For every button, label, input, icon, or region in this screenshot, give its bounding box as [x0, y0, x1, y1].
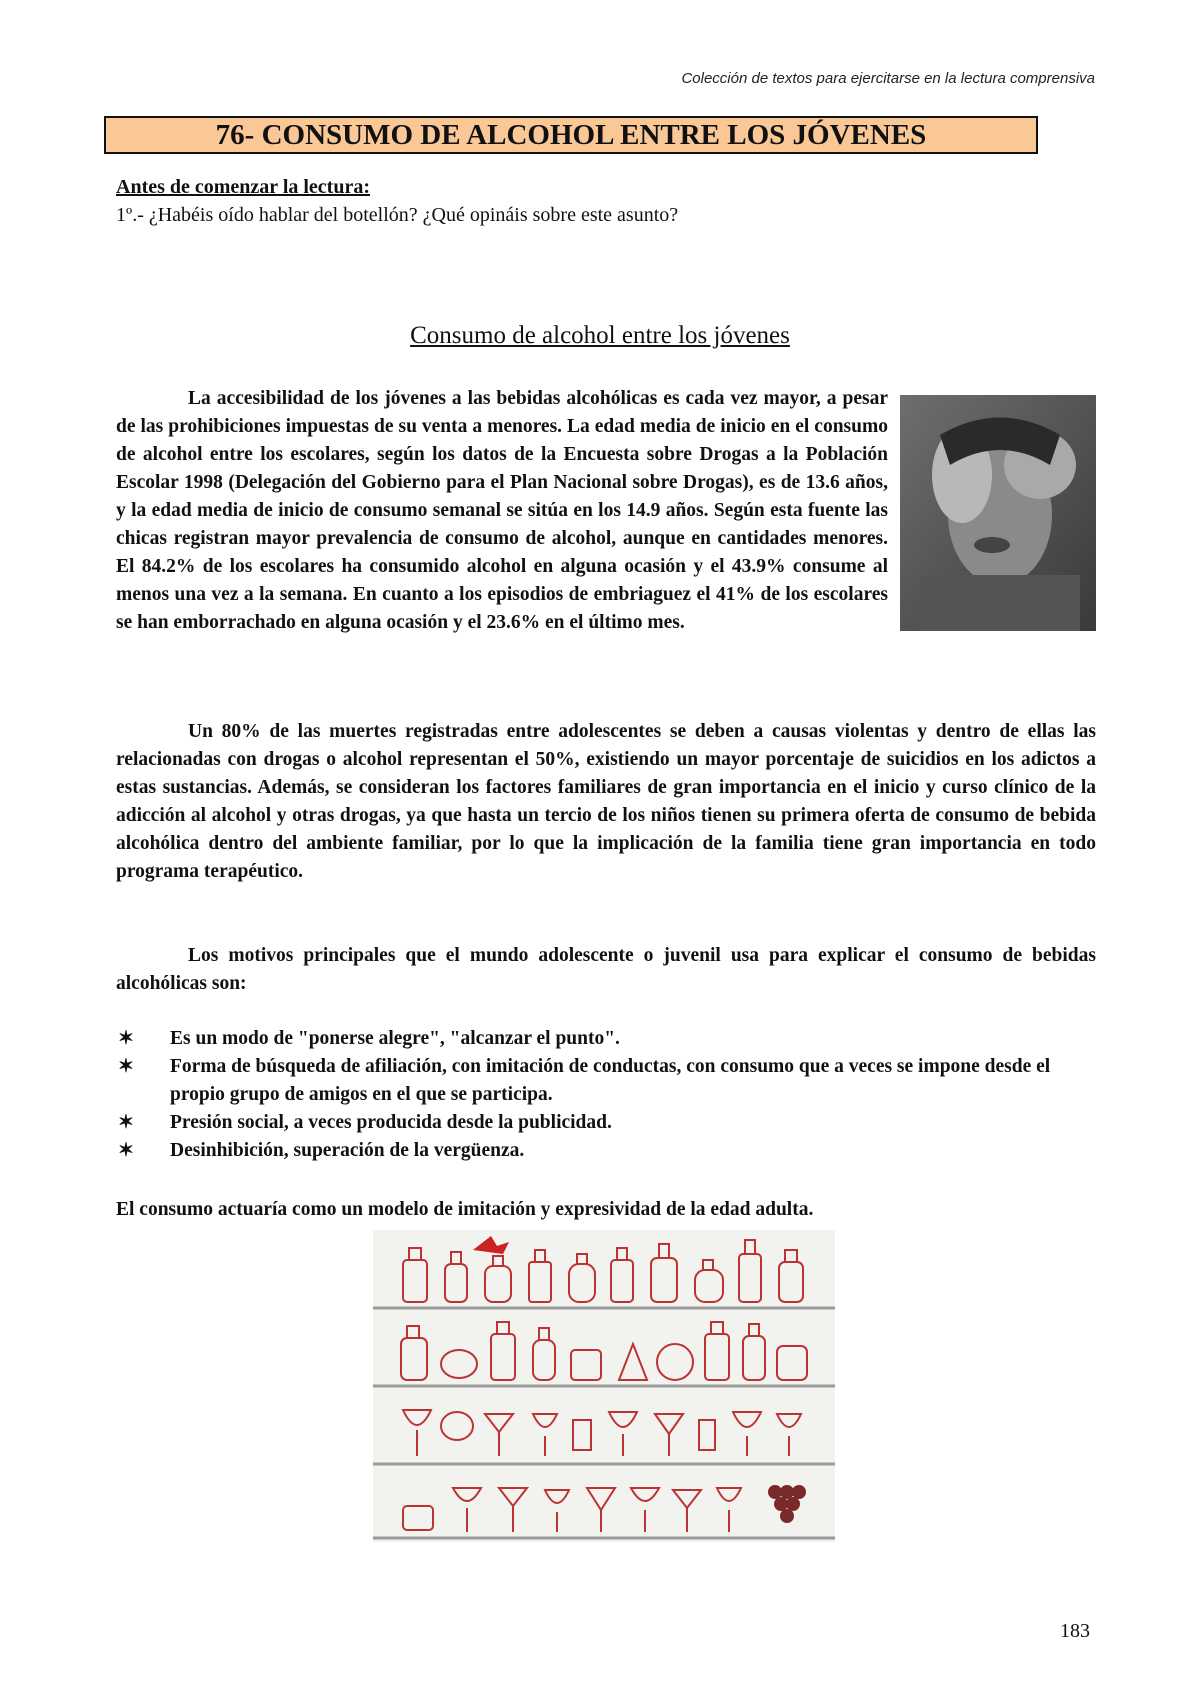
pre-reading-question: 1º.- ¿Habéis oído hablar del botellón? ¿Qué opináis sobre este asunto?: [116, 204, 679, 226]
list-item: ✶ Es un modo de "ponerse alegre", "alcanzar el punto".: [116, 1025, 1096, 1053]
conclusion: El consumo actuaría como un modelo de imitación y expresividad de la edad adulta.: [116, 1199, 814, 1220]
page-number: 183: [1060, 1620, 1090, 1642]
running-header: Colección de textos para ejercitarse en la lectura comprensiva: [681, 70, 1095, 87]
star-bullet-icon: ✶: [118, 1056, 134, 1077]
paragraph-2: Un 80% de las muertes registradas entre adolescentes se deben a causas violentas y dentro de ellas las relacionadas con drogas o alcohol representan el 50%, existiendo un mayor porcentaje de suicidios en los adictos a estas sustancias. Además, se consideran los factores familiares de gran importancia en el inicio y curso clínico de la adicción al alcohol y otras drogas, ya que hasta un tercio de los niños tienen su primera oferta de consumo de bebida alcohólica dentro del ambiente familiar, por lo que la implicación de la familia tiene gran importancia en todo programa terapéutico.: [116, 721, 1096, 882]
pre-reading-heading: Antes de comenzar la lectura:: [116, 176, 371, 198]
bottles-and-glasses-illustration: [373, 1230, 835, 1542]
list-item: ✶ Presión social, a veces producida desde la publicidad.: [116, 1109, 1096, 1137]
article-title: Consumo de alcohol entre los jóvenes: [410, 322, 790, 349]
paragraph-3: Los motivos principales que el mundo adolescente o juvenil usa para explicar el consumo de bebidas alcohólicas son:: [116, 945, 1096, 994]
page-title: 76- CONSUMO DE ALCOHOL ENTRE LOS JÓVENES: [104, 116, 1038, 154]
person-holding-head-photo: [900, 395, 1096, 631]
paragraph-1-text: La accesibilidad de los jóvenes a las bebidas alcohólicas es cada vez mayor, a pesar de las prohibiciones impuestas de su venta a menores. La edad media de inicio en el consumo de alcohol entre los escolares, según los datos de la Encuesta sobre Drogas a la Población Escolar 1998 (Delegación del Gobierno para el Plan Nacional sobre Drogas), es de 13.6 años, y la edad media de inicio de consumo semanal se sitúa en los 14.9 años. Según esta fuente las chicas registran mayor prevalencia de consumo de alcohol, aunque en cantidades menores. El 84.2% de los escolares ha consumido alcohol en alguna ocasión y el 43.9% consume al menos una vez a la semana. En cuanto a los episodios de embriaguez el 41% de los escolares se han emborrachado en alguna ocasión y el 23.6% en el último mes.: [116, 388, 888, 633]
star-bullet-icon: ✶: [118, 1140, 134, 1161]
paragraph-1: [116, 385, 1096, 637]
list-item: ✶ Forma de búsqueda de afiliación, con imitación de conductas, con consumo que a veces se impone desde el propio grupo de amigos en el que se participa.: [116, 1053, 1096, 1109]
star-bullet-icon: ✶: [118, 1028, 134, 1049]
list-item: ✶ Desinhibición, superación de la vergüenza.: [116, 1137, 1096, 1165]
star-bullet-icon: ✶: [118, 1112, 134, 1133]
motives-list: [116, 1025, 1096, 1165]
